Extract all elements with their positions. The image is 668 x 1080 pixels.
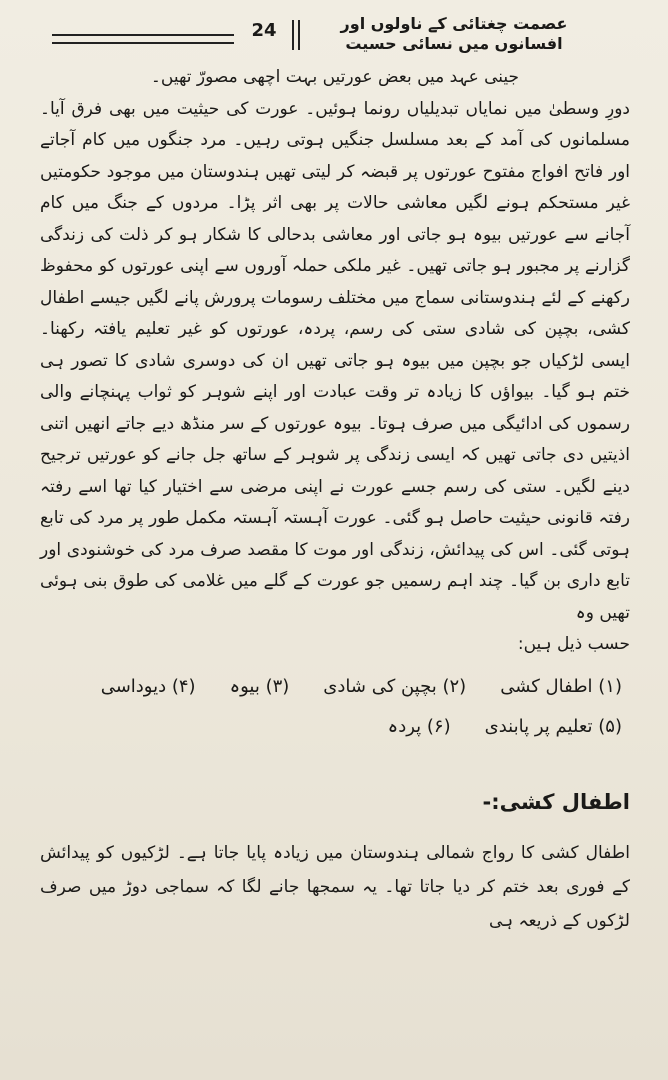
list-intro: حسب ذیل ہیں: — [517, 634, 630, 654]
page-number: 24 — [251, 20, 277, 41]
running-title-line-2: افسانوں میں نسائی حسیت — [345, 34, 563, 53]
list-item: (۱) اطفال کشی — [500, 675, 622, 697]
section-heading: اطفال کشی:- — [482, 789, 630, 814]
list-item: (۶) پردہ — [387, 715, 451, 737]
customs-list — [40, 667, 622, 747]
list-item: (۲) بچپن کی شادی — [323, 675, 467, 697]
list-item: (۵) تعلیم پر پابندی — [484, 715, 622, 737]
main-paragraph: دورِ وسطیٰ میں نمایاں تبدیلیاں رونما ہوئیں۔ عورت کی حیثیت میں بھی فرق آیا۔ مسلمانوں کی آمد کے بعد مسلسل جنگیں ہوتی رہیں۔ مرد جنگوں میں کام آجاتے اور فاتح افواج مفتوح عورتوں پر قبضہ کر لیتی تھیں ہندوستان میں موجود حکومتیں غیر مستحکم ہونے لگیں معاشی حالات پر بھی اثر پڑا۔ مردوں کے جنگ میں کام آجانے سے عورتیں بیوہ ہو جاتی اور معاشی بدحالی کا شکار ہو کر ذلت کی زندگی گزارنے پر مجبور ہو جاتی تھیں۔ غیر ملکی حملہ آوروں سے اپنی عورتوں کو محفوظ رکھنے کے لئے ہندوستانی سماج میں مختلف رسومات پرورش پانے لگیں جیسے اطفال کشی، بچپن کی شادی ستی کی رسم، پردہ، عورتوں کو غیر تعلیم یافتہ رکھنا۔ ایسی لڑکیاں جو بچپن میں بیوہ ہو جاتی تھیں ان کی دوسری شادی کا تصور ہی ختم ہو گیا۔ بیواؤں کا زیادہ تر وقت عبادت اور اپنے شوہر کو ثواب پہنچانے والی رسموں کی ادائیگی میں صرف ہوتا۔ بیوہ عورتوں کے سر منڈھ دیے جاتے انھیں اتنی اذیتیں دی جاتی تھیں کہ ایسی زندگی پر شوہر کے ساتھ جل جانے کو عورتیں ترجیح دینے لگیں۔ ستی کی رسم جسے عورت نے اپنی مرضی سے اختیار کیا تھا اسے رفتہ رفتہ قانونی حیثیت حاصل ہو گئی۔ عورت آہستہ آہستہ مکمل طور پر مرد کی تابع ہوتی گئی۔ اس کی پیدائش، زندگی اور موت کا مقصد صرف مرد کی خوشنودی اور تابع داری بن گیا۔ چند اہم رسمیں جو عورت کے گلے میں غلامی کی طوق بنی ہوئی تھیں وہ — [40, 98, 630, 623]
opening-line: جینی عہد میں بعض عورتیں بہت اچھی مصورّ تھیں۔ — [150, 67, 520, 87]
page-body — [40, 62, 630, 938]
header-rule — [52, 34, 234, 44]
running-title — [284, 14, 624, 54]
running-title-line-1: عصمت چغتائی کے ناولوں اور — [340, 14, 568, 33]
list-item: (۳) بیوہ — [229, 675, 290, 697]
list-item: (۴) دیوداسی — [100, 675, 196, 697]
section-paragraph: اطفال کشی کا رواج شمالی ہندوستان میں زیادہ پایا جاتا ہے۔ لڑکیوں کو پیدائش کے فوری بعد ختم کر دیا جاتا تھا۔ یہ سمجھا جانے لگا کہ سماجی دوڑ میں صرف لڑکوں کے ذریعہ ہی — [40, 843, 630, 931]
